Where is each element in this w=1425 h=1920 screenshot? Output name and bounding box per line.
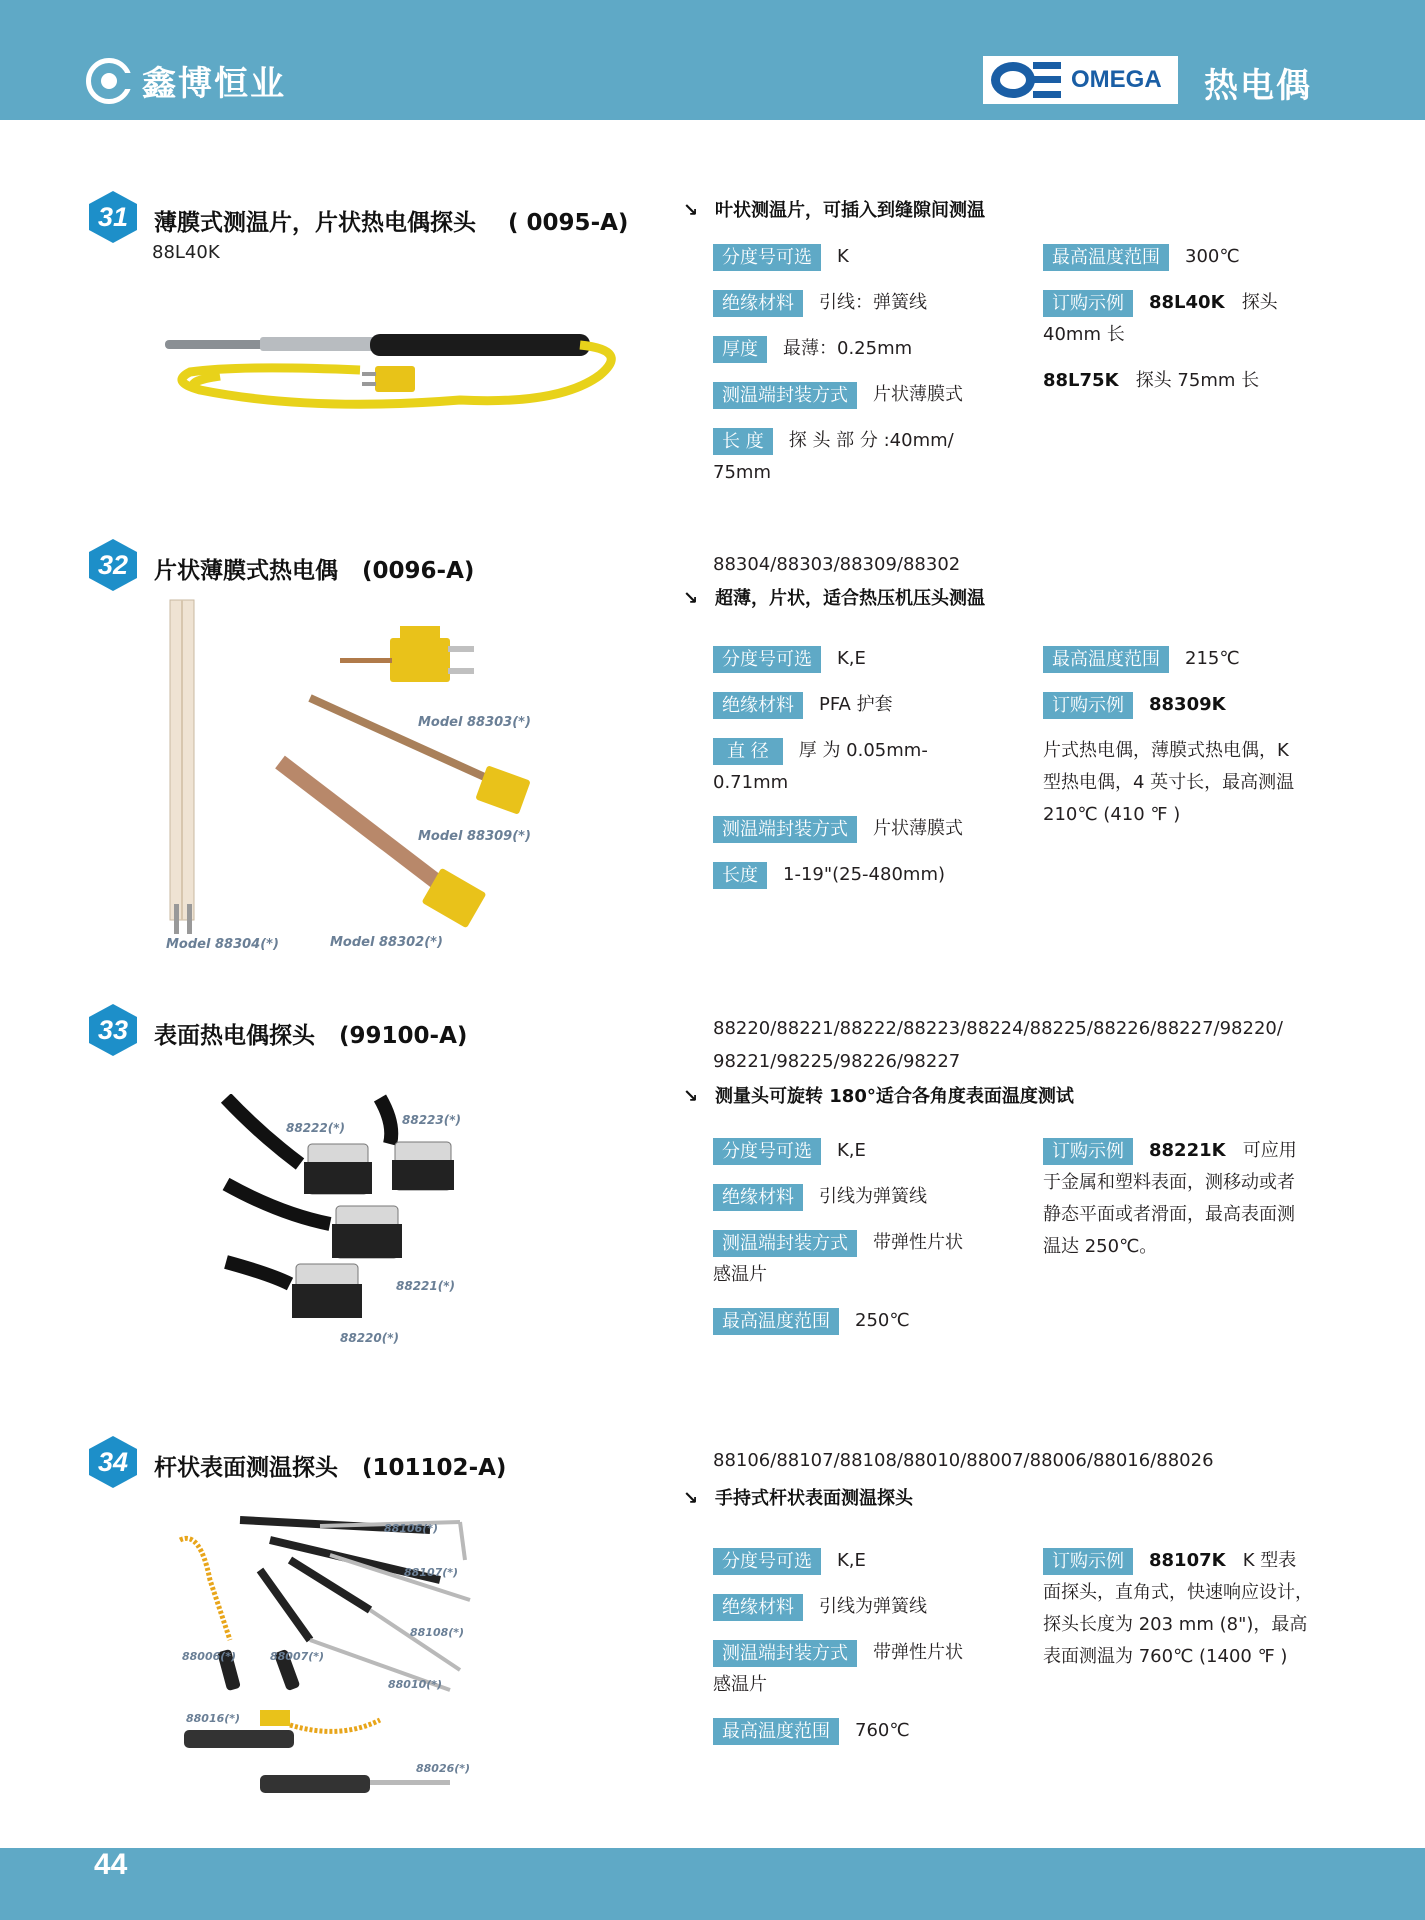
photo-label: 88010(*) <box>388 1678 443 1691</box>
order-model: 88L75K <box>1043 370 1119 391</box>
field-value: 250℃ <box>855 1310 910 1331</box>
max-temp-row <box>1043 642 1240 675</box>
brand-logo-icon <box>86 58 132 104</box>
field-row <box>713 858 945 891</box>
order-text: 探头 <box>1241 292 1278 313</box>
order-example-row <box>1043 286 1278 319</box>
field-label: 订购示例 <box>1043 692 1133 719</box>
field-row <box>713 424 954 457</box>
arrow-down-right-icon: ↘ <box>683 1488 699 1509</box>
field-label: 最高温度范围 <box>713 1718 839 1745</box>
field-value: 带弹性片状 <box>873 1642 963 1663</box>
field-value: 探 头 部 分 :40mm/ <box>788 430 954 451</box>
field-value: 片状薄膜式 <box>873 818 963 839</box>
field-row <box>713 1134 866 1167</box>
field-value: K,E <box>837 1140 866 1161</box>
order-model: 88L40K <box>1149 292 1225 313</box>
product-highlight: ↘ 叶状测温片，可插入到缝隙间测温 <box>683 200 985 221</box>
omega-logo-text: OMEGA <box>1071 66 1162 93</box>
field-label: 绝缘材料 <box>713 290 803 317</box>
field-value: K,E <box>837 648 866 669</box>
field-label: 直 径 <box>713 738 783 765</box>
field-value-continued: 0.71mm <box>713 772 789 793</box>
photo-label: 88108(*) <box>410 1626 465 1639</box>
field-row <box>713 286 927 319</box>
section-title: 热电偶 <box>1204 66 1312 106</box>
field-label: 长 度 <box>713 428 773 455</box>
field-label: 测温端封装方式 <box>713 1640 857 1667</box>
product-photo-surface-probe <box>220 1094 480 1354</box>
field-value: 引线：弹簧线 <box>819 292 927 313</box>
field-row <box>713 1304 910 1337</box>
field-label: 分度号可选 <box>713 244 821 271</box>
field-label: 厚度 <box>713 336 767 363</box>
product-highlight: ↘ 手持式杆状表面测温探头 <box>683 1488 913 1509</box>
order-example-row <box>1043 688 1226 721</box>
field-value: 厚 为 0.05mm- <box>798 740 928 761</box>
order-text: K 型表 <box>1242 1550 1297 1571</box>
photo-label: 88007(*) <box>270 1650 325 1663</box>
field-label: 分度号可选 <box>713 646 821 673</box>
field-row <box>713 1180 927 1213</box>
model-list: 88106/88107/88108/88010/88007/88006/88016/88026 <box>713 1450 1214 1471</box>
field-value-continued: 感温片 <box>713 1264 767 1285</box>
order-desc-line: 静态平面或者滑面，最高表面测 <box>1043 1204 1295 1225</box>
field-value: PFA 护套 <box>819 694 893 715</box>
field-label: 分度号可选 <box>713 1138 821 1165</box>
order-text: 探头 75mm 长 <box>1135 370 1260 391</box>
product-title: 片状薄膜式热电偶 (0096-A) <box>154 558 475 584</box>
product-model: 88L40K <box>152 242 220 263</box>
photo-label: 88016(*) <box>186 1712 241 1725</box>
field-value: K <box>837 246 849 267</box>
max-temp-row <box>1043 240 1240 273</box>
field-row <box>713 240 849 273</box>
field-label: 绝缘材料 <box>713 1594 803 1621</box>
field-row <box>713 688 893 721</box>
field-value: 215℃ <box>1185 648 1240 669</box>
field-label: 长度 <box>713 862 767 889</box>
photo-label: 88107(*) <box>404 1566 459 1579</box>
order-model: 88309K <box>1149 694 1226 715</box>
photo-label: Model 88309(*) <box>418 829 531 844</box>
product-number-badge: 33 <box>86 1003 140 1057</box>
product-title: 杆状表面测温探头 (101102-A) <box>154 1455 507 1481</box>
field-value: 1-19"(25-480mm) <box>783 864 945 885</box>
photo-label: 88223(*) <box>402 1113 461 1127</box>
field-value: 760℃ <box>855 1720 910 1741</box>
footer-bar <box>0 1848 1425 1920</box>
field-row <box>713 332 912 365</box>
field-label: 最高温度范围 <box>713 1308 839 1335</box>
order-desc-line: 型热电偶，4 英寸长，最高测温 <box>1043 772 1295 793</box>
omega-mark-icon <box>991 62 1063 98</box>
order-example-row <box>1043 1544 1296 1577</box>
page-number: 44 <box>94 1848 128 1881</box>
field-row <box>713 1544 866 1577</box>
order-model: 88107K <box>1149 1550 1226 1571</box>
order-extra-row <box>1043 364 1259 397</box>
field-label: 订购示例 <box>1043 1138 1133 1165</box>
field-label: 订购示例 <box>1043 290 1133 317</box>
field-row <box>713 1636 963 1669</box>
product-title: 表面热电偶探头 (99100-A) <box>154 1023 468 1049</box>
photo-label: 88006(*) <box>182 1650 237 1663</box>
field-value: 带弹性片状 <box>873 1232 963 1253</box>
field-label: 分度号可选 <box>713 1548 821 1575</box>
order-desc-line: 温达 250℃。 <box>1043 1236 1158 1257</box>
photo-label: Model 88304(*) <box>166 937 279 952</box>
model-list-continued: 98221/98225/98226/98227 <box>713 1051 961 1072</box>
order-desc-line: 片式热电偶，薄膜式热电偶，K <box>1043 740 1289 761</box>
order-desc-line: 210℃ (410 ℉ ) <box>1043 804 1181 825</box>
field-value: 片状薄膜式 <box>873 384 963 405</box>
product-highlight: ↘ 超薄，片状，适合热压机压头测温 <box>683 588 985 609</box>
field-label: 最高温度范围 <box>1043 244 1169 271</box>
order-text-continued: 40mm 长 <box>1043 324 1125 345</box>
field-label: 最高温度范围 <box>1043 646 1169 673</box>
order-desc-line: 探头长度为 203 mm (8")，最高 <box>1043 1614 1308 1635</box>
field-label: 绝缘材料 <box>713 692 803 719</box>
field-label: 测温端封装方式 <box>713 816 857 843</box>
field-value: K,E <box>837 1550 866 1571</box>
photo-label: 88222(*) <box>286 1121 345 1135</box>
product-photo-rod-probe <box>170 1500 490 1810</box>
omega-logo <box>983 56 1178 104</box>
field-row <box>713 378 963 411</box>
arrow-down-right-icon: ↘ <box>683 588 699 609</box>
order-desc-line: 表面测温为 760℃ (1400 ℉ ) <box>1043 1646 1288 1667</box>
order-text: 可应用 <box>1242 1140 1297 1161</box>
brand-name: 鑫博恒业 <box>142 64 286 104</box>
field-row <box>713 1226 963 1259</box>
product-highlight: ↘ 测量头可旋转 180°适合各角度表面温度测试 <box>683 1086 1074 1107</box>
field-value-continued: 75mm <box>713 462 771 483</box>
photo-label: 88221(*) <box>396 1279 455 1293</box>
product-title: 薄膜式测温片，片状热电偶探头 ( 0095-A) <box>154 210 629 236</box>
product-photo-probe <box>160 320 630 420</box>
order-example-row <box>1043 1134 1297 1167</box>
field-value: 引线为弹簧线 <box>819 1186 927 1207</box>
brand <box>86 56 286 105</box>
order-model: 88221K <box>1149 1140 1226 1161</box>
field-value: 最薄：0.25mm <box>783 338 913 359</box>
photo-label: 88220(*) <box>340 1331 399 1345</box>
model-list: 88304/88303/88309/88302 <box>713 554 961 575</box>
product-number-badge: 32 <box>86 538 140 592</box>
field-row <box>713 1590 927 1623</box>
product-number-badge: 31 <box>86 190 140 244</box>
product-photo-film <box>160 594 570 954</box>
field-row <box>713 642 866 675</box>
field-value-continued: 感温片 <box>713 1674 767 1695</box>
field-label: 测温端封装方式 <box>713 1230 857 1257</box>
photo-label: Model 88302(*) <box>330 935 443 950</box>
product-number-badge: 34 <box>86 1435 140 1489</box>
field-label: 绝缘材料 <box>713 1184 803 1211</box>
arrow-down-right-icon: ↘ <box>683 1086 699 1107</box>
field-label: 订购示例 <box>1043 1548 1133 1575</box>
model-list: 88220/88221/88222/88223/88224/88225/88226/88227/98220/ <box>713 1018 1283 1039</box>
order-desc-line: 于金属和塑料表面，测移动或者 <box>1043 1172 1295 1193</box>
field-value: 引线为弹簧线 <box>819 1596 927 1617</box>
arrow-down-right-icon: ↘ <box>683 200 699 221</box>
photo-label: 88106(*) <box>384 1522 439 1535</box>
field-row <box>713 734 928 767</box>
field-label: 测温端封装方式 <box>713 382 857 409</box>
photo-label: 88026(*) <box>416 1762 471 1775</box>
field-value: 300℃ <box>1185 246 1240 267</box>
photo-label: Model 88303(*) <box>418 715 531 730</box>
field-row <box>713 812 963 845</box>
order-desc-line: 面探头，直角式，快速响应设计， <box>1043 1582 1313 1603</box>
field-row <box>713 1714 910 1747</box>
